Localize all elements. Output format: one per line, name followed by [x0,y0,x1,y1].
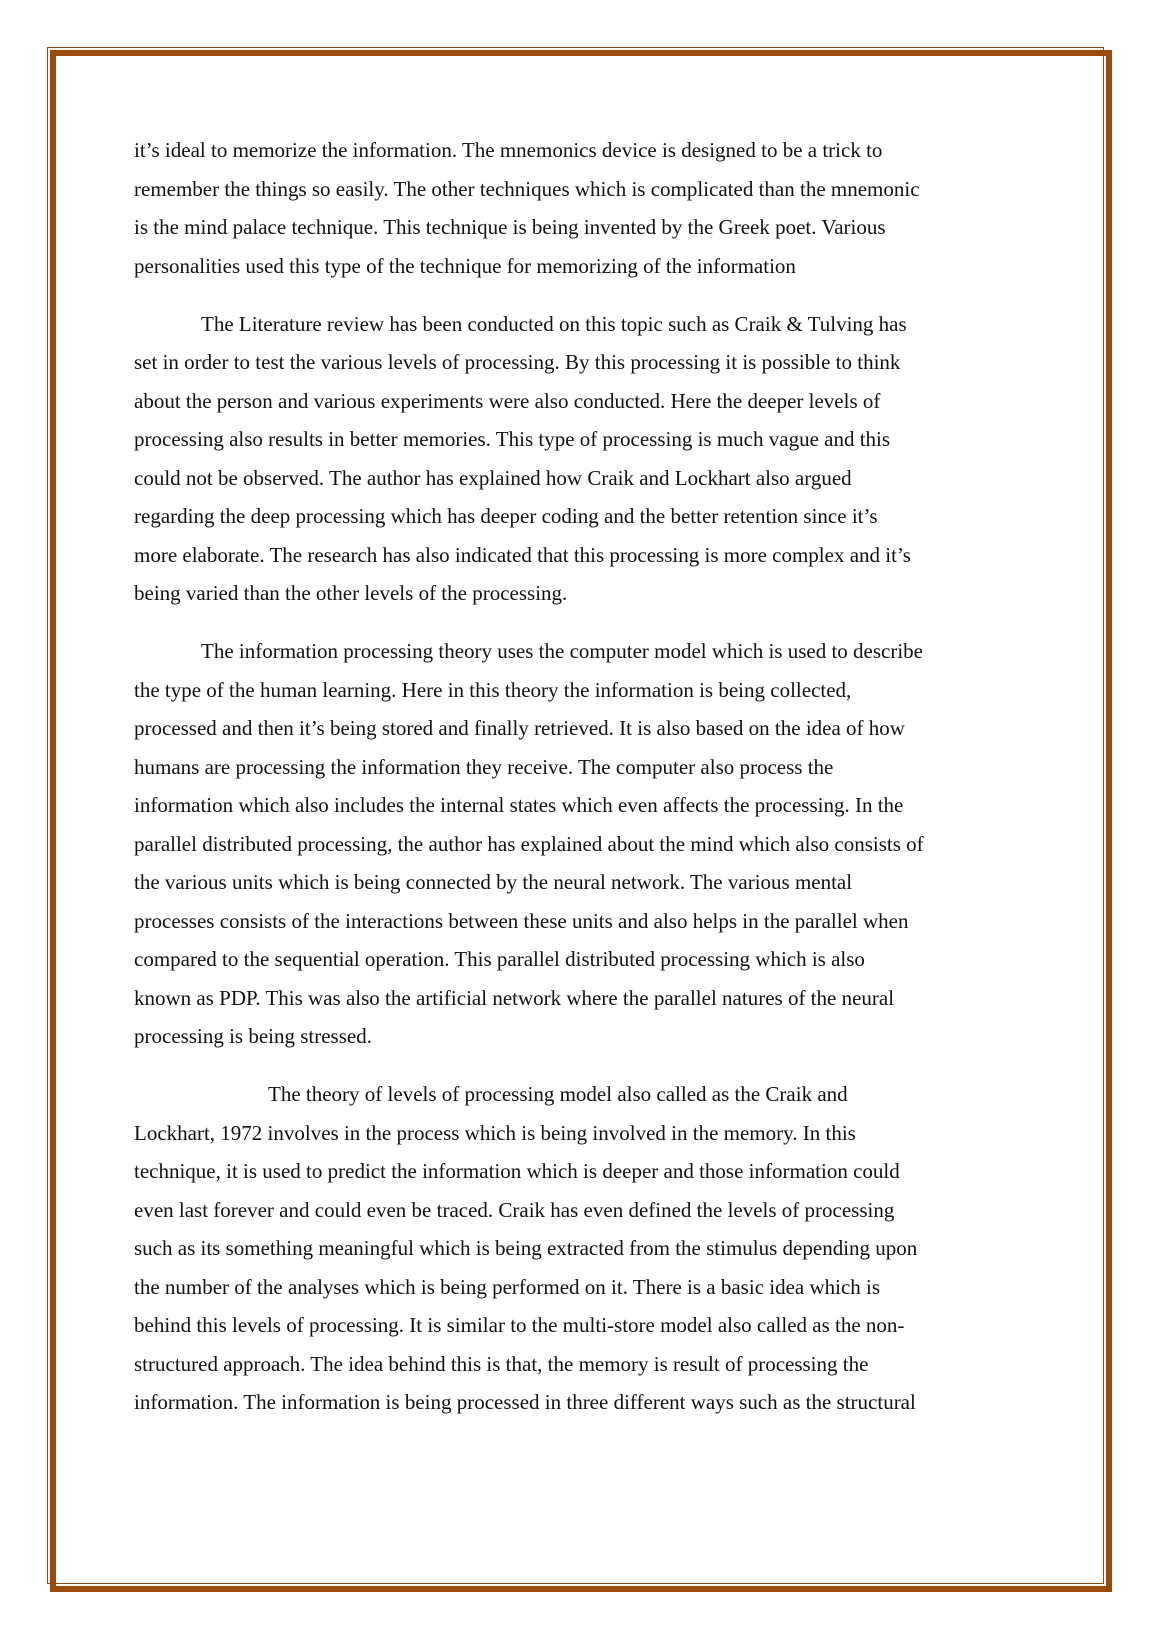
text-line: more elaborate. The research has also indicated that this processing is more complex and it’s [134,542,911,567]
text-line: compared to the sequential operation. This parallel distributed processing which is also [134,947,865,971]
text-line: information. The information is being processed in three different ways such as the structural [134,1390,916,1414]
text-line: regarding the deep processing which has deeper coding and the better retention since it’s [134,504,878,528]
text-line: The theory of levels of processing model also called as the Craik and [268,1082,848,1106]
text-line: The information processing theory uses the computer model which is used to describe [201,639,923,663]
text-line: about the person and various experiments were also conducted. Here the deeper levels of [134,388,881,413]
text-line: behind this levels of processing. It is similar to the multi-store model also called as the non- [134,1313,905,1337]
text-line: the various units which is being connected by the neural network. The various mental [134,870,853,894]
text-line: remember the things so easily. The other techniques which is complicated than the mnemonic [134,176,920,201]
text-line: such as its something meaningful which is being extracted from the stimulus depending upon [134,1236,918,1260]
text-line: parallel distributed processing, the author has explained about the mind which also consists of [134,831,924,856]
text-line: set in order to test the various levels of processing. By this processing it is possible to think [134,350,901,374]
text-line: is the mind palace technique. This technique is being invented by the Greek poet. Various [134,215,886,239]
text-line: humans are processing the information they receive. The computer also process the [134,754,834,779]
text-line: the type of the human learning. Here in this theory the information is being collected, [134,677,852,702]
paragraph [134,1075,994,1422]
text-line: processed and then it’s being stored and finally retrieved. It is also based on the idea of how [134,716,905,740]
paragraph [134,305,994,613]
text-line: being varied than the other levels of the processing. [134,581,568,605]
document-body [134,131,994,1441]
text-line: processing also results in better memories. This type of processing is much vague and this [134,427,891,451]
paragraph [134,632,994,1056]
text-line: information which also includes the internal states which even affects the processing. In the [134,793,904,817]
text-line: technique, it is used to predict the information which is deeper and those information could [134,1159,900,1183]
text-line: processing is being stressed. [134,1024,372,1048]
text-line: known as PDP. This was also the artificial network where the parallel natures of the neural [134,985,895,1010]
text-line: Lockhart, 1972 involves in the process which is being involved in the memory. In this [134,1120,856,1145]
text-line: even last forever and could even be traced. Craik has even defined the levels of processing [134,1197,895,1222]
text-line: personalities used this type of the technique for memorizing of the information [134,253,796,278]
text-line: processes consists of the interactions between these units and also helps in the parallel when [134,908,909,933]
text-line: the number of the analyses which is being performed on it. There is a basic idea which is [134,1274,881,1299]
text-line: could not be observed. The author has explained how Craik and Lockhart also argued [134,465,852,490]
text-line: The Literature review has been conducted on this topic such as Craik & Tulving has [201,311,907,336]
text-line: structured approach. The idea behind this is that, the memory is result of processing the [134,1351,869,1376]
paragraph [134,131,994,285]
text-line: it’s ideal to memorize the information. The mnemonics device is designed to be a trick to [134,138,883,162]
